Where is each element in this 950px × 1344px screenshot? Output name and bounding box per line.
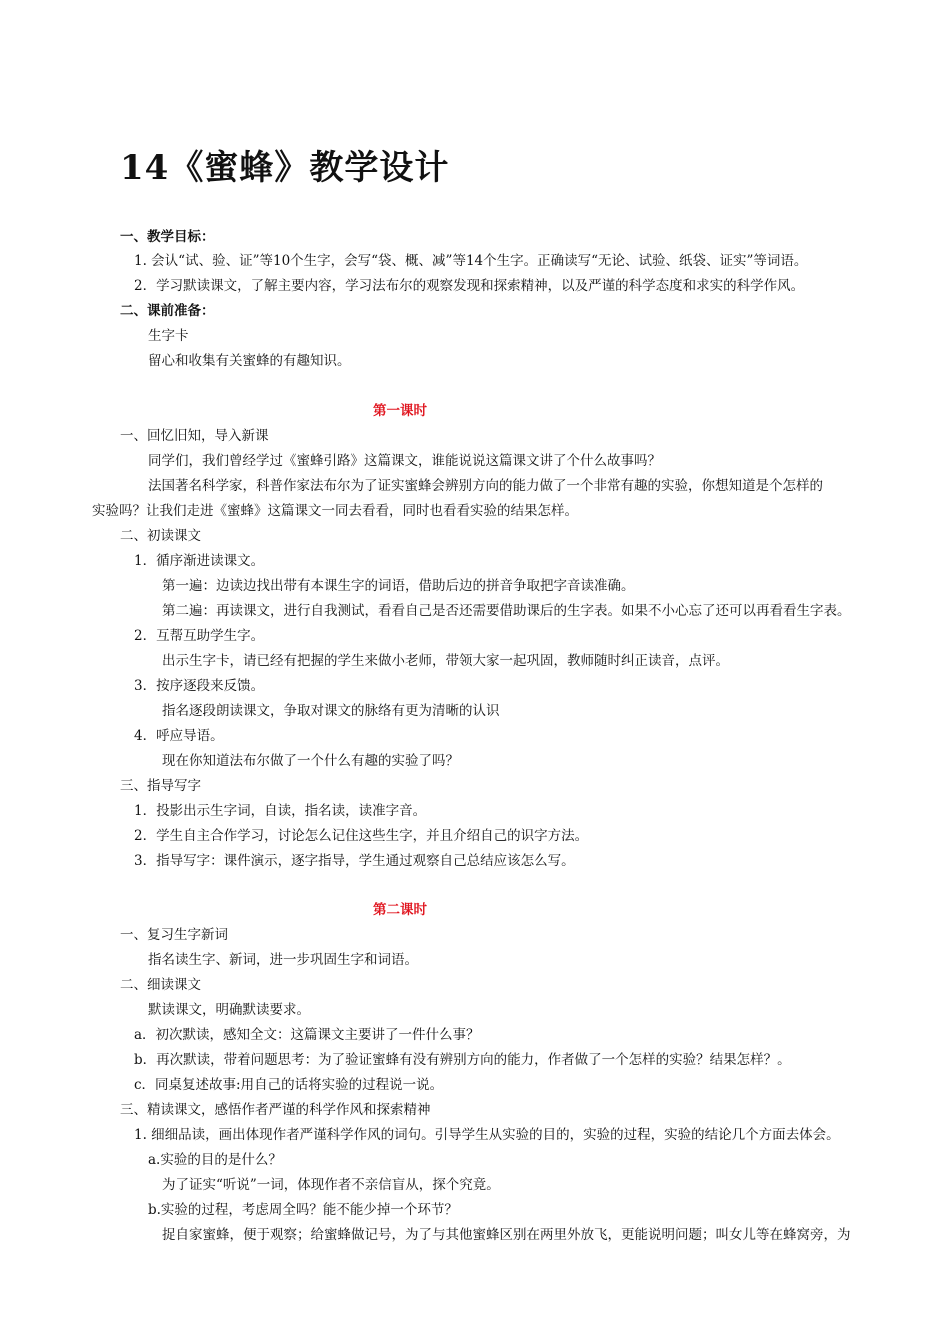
lesson1-line: 三、指导写字	[120, 778, 201, 794]
goal-item: 1. 会认“试、验、证”等10个生字，会写“袋、概、减”等14个生字。正确读写“无论、试验、纸袋、证实”等词语。	[134, 253, 808, 269]
lesson1-line: 4．呼应导语。	[134, 728, 224, 744]
lesson1-line: 3．按序逐段来反馈。	[134, 678, 265, 694]
lesson1-line: 2．互帮互助学生字。	[134, 628, 265, 644]
lesson-heading-second: 第二课时	[373, 902, 427, 918]
lesson1-line: 同学们，我们曾经学过《蜜蜂引路》这篇课文，谁能说说这篇课文讲了个什么故事吗？	[148, 453, 661, 469]
lesson1-line: 现在你知道法布尔做了一个什么有趣的实验了吗？	[162, 753, 459, 769]
lesson2-line: 三、精读课文，感悟作者严谨的科学作风和探索精神	[120, 1102, 431, 1118]
lesson-heading-first: 第一课时	[373, 403, 427, 419]
section-heading-goals: 一、教学目标：	[120, 229, 215, 245]
lesson1-line: 出示生字卡，请已经有把握的学生来做小老师，带领大家一起巩固，教师随时纠正读音，点评。	[162, 653, 729, 669]
section-heading-preparation: 二、课前准备：	[120, 303, 215, 319]
lesson1-line: 2．学生自主合作学习，讨论怎么记住这些生字，并且介绍自己的识字方法。	[134, 828, 589, 844]
lesson2-line: 捉自家蜜蜂，便于观察；给蜜蜂做记号，为了与其他蜜蜂区别在两里外放飞，更能说明问题；叫女儿等在蜂窝旁，为	[162, 1227, 851, 1243]
lesson1-line: 一、回忆旧知，导入新课	[120, 428, 269, 444]
lesson2-line: c．同桌复述故事:用自己的话将实验的过程说一说。	[134, 1077, 444, 1093]
preparation-item: 生字卡	[148, 328, 189, 344]
preparation-item: 留心和收集有关蜜蜂的有趣知识。	[148, 353, 351, 369]
lesson1-line: 第二遍：再读课文，进行自我测试，看看自己是否还需要借助课后的生字表。如果不小心忘了还可以再看看生字表。	[162, 603, 851, 619]
lesson2-line: 指名读生字、新词，进一步巩固生字和词语。	[148, 952, 418, 968]
lesson1-line: 二、初读课文	[120, 528, 201, 544]
lesson2-line: a．初次默读，感知全文：这篇课文主要讲了一件什么事？	[134, 1027, 480, 1043]
lesson1-line: 第一遍：边读边找出带有本课生字的词语，借助后边的拼音争取把字音读准确。	[162, 578, 635, 594]
lesson2-line: 二、细读课文	[120, 977, 201, 993]
lesson2-line: 一、复习生字新词	[120, 927, 228, 943]
goal-item: 2．学习默读课文，了解主要内容，学习法布尔的观察发现和探索精神，以及严谨的科学态度和求实的科学作风。	[134, 278, 805, 294]
lesson2-line: 默读课文，明确默读要求。	[148, 1002, 310, 1018]
lesson1-line: 法国著名科学家，科普作家法布尔为了证实蜜蜂会辨别方向的能力做了一个非常有趣的实验，你想知道是个怎样的	[148, 478, 823, 494]
lesson2-line: b．再次默读，带着问题思考：为了验证蜜蜂有没有辨别方向的能力，作者做了一个怎样的实验？结果怎样？。	[134, 1052, 791, 1068]
lesson2-line: b.实验的过程，考虑周全吗？能不能少掉一个环节？	[148, 1202, 458, 1218]
lesson1-line: 1．投影出示生字词，自读，指名读，读准字音。	[134, 803, 427, 819]
document-title: 14《蜜蜂》教学设计	[120, 148, 450, 188]
lesson1-line: 1．循序渐进读课文。	[134, 553, 265, 569]
lesson2-line: a.实验的目的是什么？	[148, 1152, 282, 1168]
lesson1-line: 实验吗？让我们走进《蜜蜂》这篇课文一同去看看，同时也看看实验的结果怎样。	[92, 503, 578, 519]
lesson1-line: 指名逐段朗读课文，争取对课文的脉络有更为清晰的认识	[162, 703, 500, 719]
lesson2-line: 1. 细细品读，画出体现作者严谨科学作风的词句。引导学生从实验的目的，实验的过程，实验的结论几个方面去体会。	[134, 1127, 840, 1143]
lesson2-line: 为了证实“听说”一词，体现作者不亲信盲从，探个究竟。	[162, 1177, 500, 1193]
lesson1-line: 3．指导写字：课件演示，逐字指导，学生通过观察自己总结应该怎么写。	[134, 853, 575, 869]
